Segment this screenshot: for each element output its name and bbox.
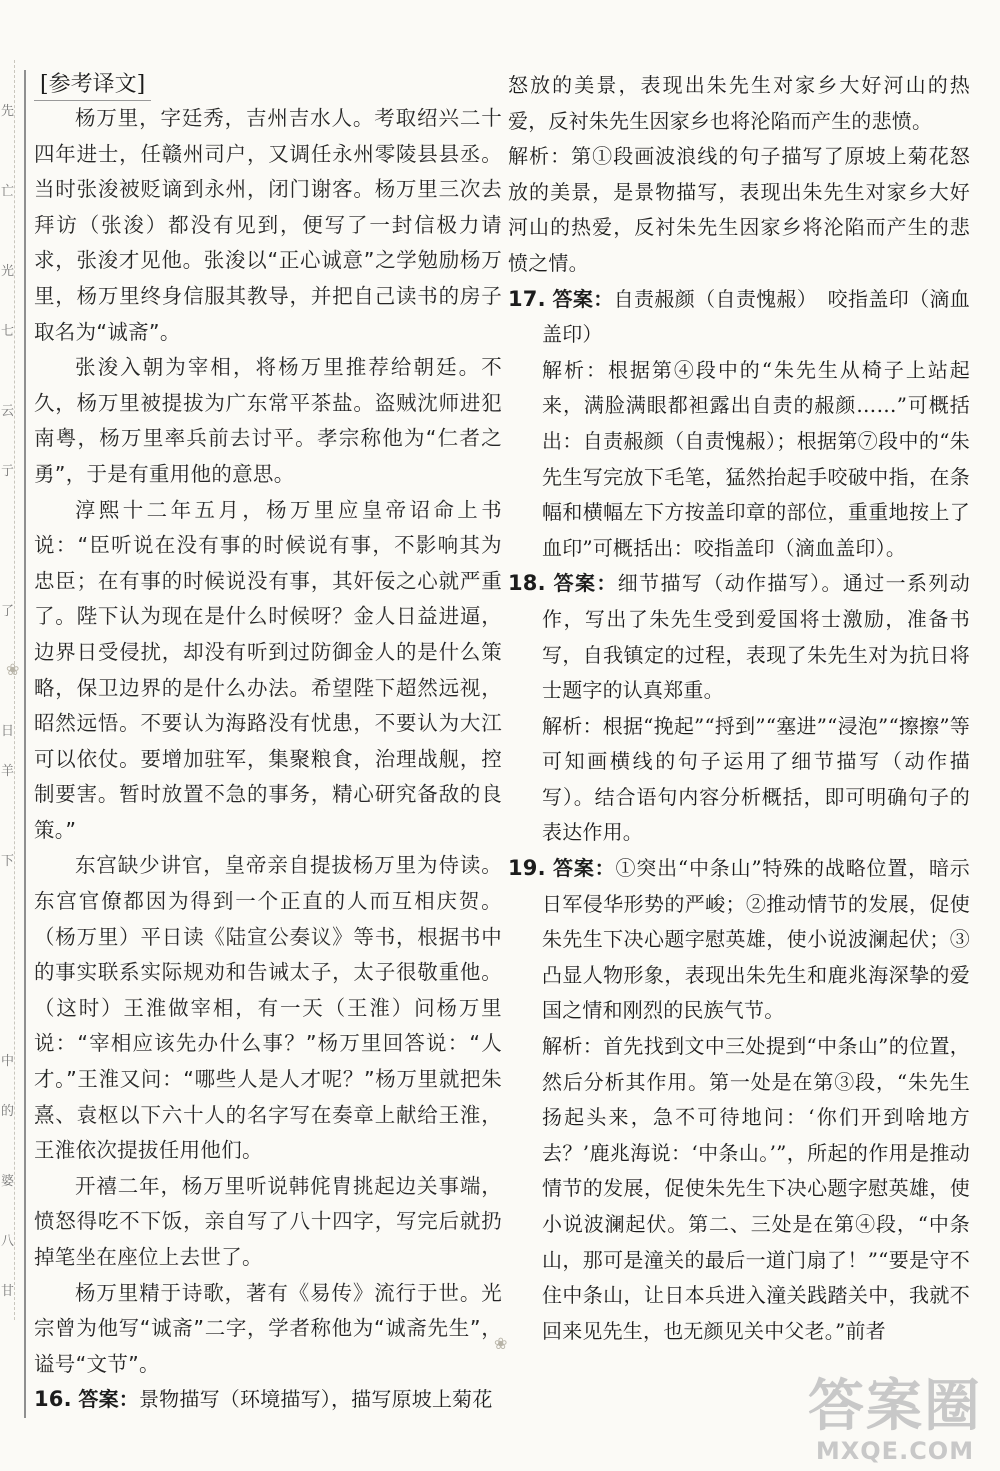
watermark-url: MXQE.COM [815,1437,975,1465]
watermark-logo-text: 答案圈 [808,1374,982,1439]
translation-paragraph: 淳熙十二年五月，杨万里应皇帝诏命上书说：“臣听说在没有事的时候说有事，不影响其为忠臣；在有事的时候说没有事，其奸佞之心就严重了。陛下认为现在是什么时候呀？金人日益进逼，边界日受侵扰，却没有听到过防御金人的是什么策略，保卫边界的是什么办法。希望陛下超然远视，昭然远悟。不要认为海路没有忧患，不要认为大江可以依仗。要增加驻军，集聚粮食，治理战舰，控制要害。暂时放置不急的事务，精心研究备敌的良策。” [34,497,502,842]
explain-label: 解析： [542,713,603,738]
translation-paragraph: 东宫缺少讲官，皇帝亲自提拔杨万里为侍读。东宫官僚都因为得到一个正直的人而互相庆贺。（杨万里）平日读《陆宣公奏议》等书，根据书中的事实联系实际规劝和告诫太子，太子很敬重他。（这时）王淮做宰相，有一天（王淮）问杨万里说：“宰相应该先办什么事？”杨万里回答说：“人才。”王淮又问：“哪些人是人才呢？”杨万里就把朱熹、袁枢以下六十人的名字写在奏章上献给王淮，王淮依次提拔任用他们。 [34,853,502,1163]
left-column [24,70,502,1418]
q16-answer [34,1382,502,1418]
q17-explanation [508,353,970,567]
site-watermark [808,1374,982,1465]
translation-paragraph: 杨万里精于诗歌，著有《易传》流行于世。光宗曾为他写“诚斋”二字，学者称他为“诚斋先生”，谥号“文节”。 [34,1280,502,1376]
edge-char: 的 [1,1104,15,1119]
q18-answer [508,566,970,708]
edge-char: 亍 [1,464,15,479]
q18-explanation [508,709,970,851]
answer-text: ①突出“中条山”特殊的战略位置，暗示日军侵华形势的严峻；②推动情节的发展，促使朱先生下决心题字慰英雄，使小说波澜起伏；③凸显人物形象，表现出朱先生和鹿兆海深挚的爱国之情和刚烈的民族气节。 [542,856,970,1023]
question-number: 18. [508,571,546,596]
answer-text: 自责赧颜（自责愧赧） 咬指盖印（滴血盖印） [542,286,970,347]
answer-text: 景物描写（环境描写），描写原坡上菊花 [138,1387,493,1412]
explain-text: 第①段画波浪线的句子描写了原坡上菊花怒放的美景，是景物描写，表现出朱先生对家乡大好河山的热爱，反衬朱先生因家乡将沦陷而产生的悲愤之情。 [508,144,970,275]
translation-body [34,101,502,1382]
explain-label: 解析： [508,144,572,169]
edge-char: 下 [1,854,15,869]
q16-explanation [508,139,970,281]
explain-text: 根据“挽起”“捋到”“塞进”“浸泡”“擦擦”等可知画横线的句子运用了细节描写（动作描写）。结合语句内容分析概括，即可明确句子的表达作用。 [542,713,970,845]
question-number: 17. [508,286,546,311]
translation-paragraph: 杨万里，字廷秀，吉州吉水人。考取绍兴二十四年进士，任赣州司户，又调任永州零陵县县丞。当时张浚被贬谪到永州，闭门谢客。杨万里三次去拜访（张浚）都没有见到，便写了一封信极力请求，张浚才见他。张浚以“正心诚意”之学勉励杨万里，杨万里终身信服其教导，并把自己读书的房子取名为“诚斋”。 [34,106,502,344]
explain-label: 解析： [542,357,608,382]
explain-label: 解析： [542,1034,604,1059]
q16-answer-continued: 怒放的美景，表现出朱先生对家乡大好河山的热爱，反衬朱先生因家乡也将沦陷而产生的悲愤。 [508,73,970,133]
edge-char: 光 [1,264,15,279]
answer-label: 答案： [78,1387,139,1412]
edge-char: 甘 [1,1284,15,1299]
edge-char: 八 [1,1234,15,1249]
edge-char: 云 [1,404,15,419]
translation-paragraph: 开禧二年，杨万里听说韩侂胄挑起边关事端，愤怒得吃不下饭，亲自写了八十四字，写完后就扔掉笔坐在座位上去世了。 [34,1173,502,1269]
edge-char: 婆 [1,1174,15,1189]
answer-text: 细节描写（动作描写）。通过一系列动作，写出了朱先生受到爱国将士激励，准备书写，自我镇定的过程，表现了朱先生对为抗日将士题字的认真郑重。 [542,571,971,703]
question-number: 16. [34,1387,72,1412]
question-number: 19. [508,856,546,881]
edge-char: 先 [1,104,15,119]
translation-paragraph: 张浚入朝为宰相，将杨万里推荐给朝廷。不久，杨万里被提拔为广东常平茶盐。盗贼沈师进犯南粤，杨万里率兵前去讨平。孝宗称他为“仁者之勇”，于是有重用他的意思。 [34,355,502,486]
q19-explanation [508,1029,970,1349]
edge-char: 羊 [1,764,15,779]
explain-text: 根据第④段中的“朱先生从椅子上站起来，满脸满眼都袒露出自责的赧颜……”可概括出：自责赧颜（自责愧赧）；根据第⑦段中的“朱先生写完放下毛笔，猛然抬起手咬破中指，在条幅和横幅左下方按盖印章的部位，重重地按上了血印”可概括出：咬指盖印（滴血盖印）。 [542,357,970,560]
answer-label: 答案： [553,856,616,881]
answer-label: 答案： [553,571,618,596]
edge-char: 日 [1,724,15,739]
explain-text: 首先找到文中三处提到“中条山”的位置，然后分析其作用。第一处是在第③段，“朱先生扬起头来，急不可待地问：‘你们开到啥地方去？’鹿兆海说：‘中条山。’”，所起的作用是推动情节的发展，促使朱先生下决心题字慰英雄，使小说波澜起伏。第二、三处是在第④段，“中条山，那可是潼关的最后一道门扇了！”“要是守不住中条山，让日本兵进入潼关践踏关中，我就不回来见先生，也无颜见关中父老。”前者 [542,1034,971,1343]
flower-ornament-icon: ❀ [6,660,20,679]
edge-char: 七 [1,324,15,339]
flower-ornament-icon: ❀ [494,1334,508,1353]
answer-label: 答案： [552,286,614,311]
q19-answer [508,851,970,1029]
edge-char: 亡 [1,184,15,199]
translation-heading: [参考译文] [34,70,151,101]
edge-char: 了 [1,604,15,619]
binding-edge-strip [0,60,15,1320]
right-column [508,68,970,1349]
q17-answer [508,282,970,353]
edge-char: 中 [1,1054,15,1069]
